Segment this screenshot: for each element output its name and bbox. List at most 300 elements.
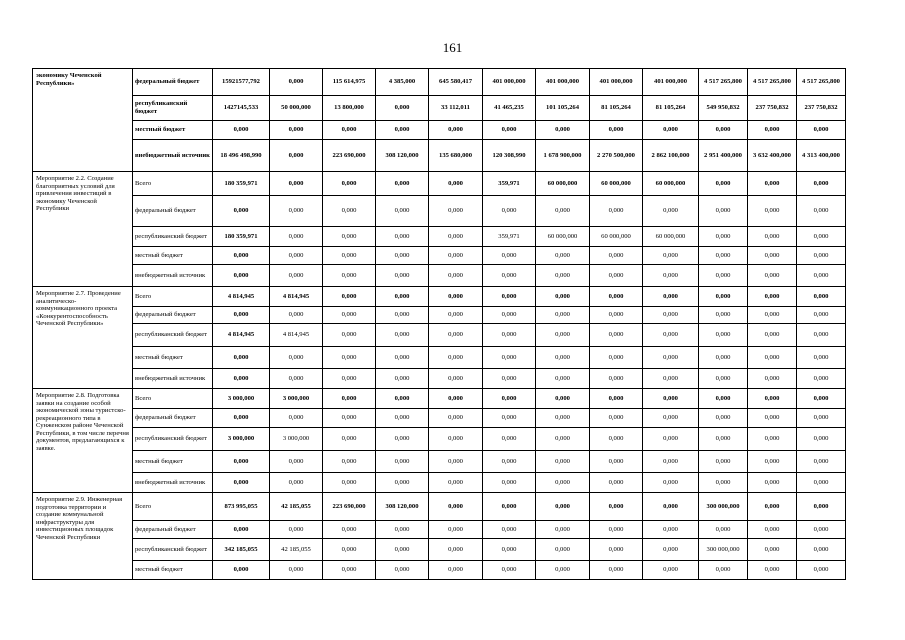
amount-cell: 549 950,832: [699, 96, 748, 121]
amount-cell: 0,000: [536, 451, 590, 473]
amount-cell: 0,000: [429, 409, 483, 428]
amount-cell: 0,000: [429, 265, 483, 287]
amount-cell: 0,000: [376, 121, 429, 140]
amount-cell: 0,000: [643, 347, 699, 369]
amount-cell: 0,000: [429, 451, 483, 473]
amount-cell: 0,000: [699, 561, 748, 580]
amount-cell: 0,000: [699, 121, 748, 140]
amount-cell: 2 951 400,000: [699, 140, 748, 172]
amount-cell: 0,000: [536, 324, 590, 347]
amount-cell: 0,000: [429, 347, 483, 369]
amount-cell: 0,000: [748, 451, 797, 473]
amount-cell: 0,000: [270, 247, 323, 265]
amount-cell: 0,000: [797, 247, 846, 265]
amount-cell: 0,000: [590, 196, 643, 227]
amount-cell: 0,000: [483, 347, 536, 369]
amount-cell: 0,000: [323, 473, 376, 493]
amount-cell: 0,000: [699, 196, 748, 227]
funding-source: федеральный бюджет: [133, 409, 213, 428]
amount-cell: 0,000: [483, 561, 536, 580]
amount-cell: 0,000: [699, 428, 748, 451]
funding-source: республиканский бюджет: [133, 96, 213, 121]
amount-cell: 0,000: [643, 493, 699, 521]
funding-source: Всего: [133, 287, 213, 307]
amount-cell: 0,000: [323, 265, 376, 287]
amount-cell: 0,000: [270, 172, 323, 196]
amount-cell: 42 185,055: [270, 493, 323, 521]
table-row: [33, 369, 846, 389]
measure-label: Мероприятие 2.8. Подготовка заявки на создание особой экономической зоны туристско-рекреационного типа в Сунженском районе Чеченской Республики, в том числе перечня документов, предлагающихся к заявке.: [33, 389, 133, 493]
amount-cell: 223 690,000: [323, 140, 376, 172]
amount-cell: 0,000: [536, 121, 590, 140]
amount-cell: 0,000: [536, 389, 590, 409]
amount-cell: 0,000: [270, 227, 323, 247]
table-row: [33, 493, 846, 521]
table-row: [33, 428, 846, 451]
amount-cell: 0,000: [376, 227, 429, 247]
amount-cell: 0,000: [323, 347, 376, 369]
amount-cell: 13 800,000: [323, 96, 376, 121]
amount-cell: 101 105,264: [536, 96, 590, 121]
amount-cell: 0,000: [536, 265, 590, 287]
amount-cell: 0,000: [748, 265, 797, 287]
amount-cell: 3 000,000: [213, 389, 270, 409]
amount-cell: 0,000: [536, 521, 590, 539]
amount-cell: 1 678 900,000: [536, 140, 590, 172]
amount-cell: 0,000: [536, 561, 590, 580]
amount-cell: 0,000: [748, 389, 797, 409]
amount-cell: 0,000: [323, 539, 376, 561]
amount-cell: 0,000: [797, 324, 846, 347]
amount-cell: 0,000: [536, 428, 590, 451]
funding-source: местный бюджет: [133, 451, 213, 473]
amount-cell: 0,000: [376, 521, 429, 539]
amount-cell: 180 359,971: [213, 172, 270, 196]
amount-cell: 0,000: [590, 347, 643, 369]
funding-source: Всего: [133, 172, 213, 196]
amount-cell: 81 105,264: [590, 96, 643, 121]
amount-cell: 0,000: [429, 561, 483, 580]
funding-source: внебюджетный источник: [133, 473, 213, 493]
amount-cell: 60 000,000: [590, 172, 643, 196]
amount-cell: 0,000: [536, 409, 590, 428]
amount-cell: 4 517 265,800: [748, 69, 797, 96]
amount-cell: 0,000: [748, 473, 797, 493]
amount-cell: 0,000: [748, 172, 797, 196]
amount-cell: 0,000: [213, 307, 270, 324]
amount-cell: 0,000: [699, 307, 748, 324]
amount-cell: 0,000: [590, 409, 643, 428]
measure-label: экономику Чеченской Республики»: [33, 69, 133, 172]
amount-cell: 3 000,000: [213, 428, 270, 451]
amount-cell: 0,000: [429, 172, 483, 196]
table-row: [33, 389, 846, 409]
amount-cell: 0,000: [323, 521, 376, 539]
funding-source: внебюджетный источник: [133, 140, 213, 172]
amount-cell: 0,000: [429, 121, 483, 140]
funding-source: федеральный бюджет: [133, 307, 213, 324]
amount-cell: 0,000: [483, 196, 536, 227]
amount-cell: 401 000,000: [536, 69, 590, 96]
amount-cell: 2 270 500,000: [590, 140, 643, 172]
amount-cell: 4 814,945: [270, 324, 323, 347]
amount-cell: 0,000: [699, 521, 748, 539]
amount-cell: 0,000: [590, 493, 643, 521]
amount-cell: 0,000: [270, 69, 323, 96]
amount-cell: 4 385,000: [376, 69, 429, 96]
amount-cell: 0,000: [429, 196, 483, 227]
amount-cell: 0,000: [483, 324, 536, 347]
funding-source: республиканский бюджет: [133, 428, 213, 451]
amount-cell: 0,000: [483, 493, 536, 521]
amount-cell: 0,000: [270, 121, 323, 140]
amount-cell: 33 112,011: [429, 96, 483, 121]
table-row: [33, 121, 846, 140]
amount-cell: 342 185,055: [213, 539, 270, 561]
amount-cell: 0,000: [643, 473, 699, 493]
amount-cell: 0,000: [797, 196, 846, 227]
amount-cell: 0,000: [797, 561, 846, 580]
amount-cell: 0,000: [429, 369, 483, 389]
table-row: [33, 265, 846, 287]
amount-cell: 0,000: [323, 369, 376, 389]
amount-cell: 0,000: [643, 451, 699, 473]
amount-cell: 0,000: [590, 369, 643, 389]
amount-cell: 0,000: [590, 287, 643, 307]
amount-cell: 0,000: [797, 369, 846, 389]
amount-cell: 0,000: [536, 493, 590, 521]
page-number: 161: [442, 40, 463, 55]
amount-cell: 0,000: [270, 265, 323, 287]
amount-cell: 135 680,000: [429, 140, 483, 172]
amount-cell: 1427145,533: [213, 96, 270, 121]
amount-cell: 0,000: [213, 121, 270, 140]
amount-cell: 0,000: [376, 369, 429, 389]
amount-cell: 0,000: [643, 561, 699, 580]
amount-cell: 81 105,264: [643, 96, 699, 121]
amount-cell: 0,000: [699, 473, 748, 493]
amount-cell: 0,000: [213, 196, 270, 227]
amount-cell: 0,000: [797, 409, 846, 428]
amount-cell: 60 000,000: [590, 227, 643, 247]
table-row: [33, 324, 846, 347]
amount-cell: 0,000: [429, 473, 483, 493]
amount-cell: 0,000: [797, 521, 846, 539]
amount-cell: 308 120,000: [376, 493, 429, 521]
amount-cell: 0,000: [270, 307, 323, 324]
amount-cell: 0,000: [323, 324, 376, 347]
amount-cell: 15921577,792: [213, 69, 270, 96]
amount-cell: 0,000: [376, 539, 429, 561]
amount-cell: 0,000: [270, 521, 323, 539]
amount-cell: 0,000: [699, 247, 748, 265]
amount-cell: 0,000: [748, 539, 797, 561]
amount-cell: 3 000,000: [270, 428, 323, 451]
amount-cell: 0,000: [748, 428, 797, 451]
amount-cell: 18 496 498,990: [213, 140, 270, 172]
amount-cell: 0,000: [429, 324, 483, 347]
amount-cell: 0,000: [429, 493, 483, 521]
funding-source: федеральный бюджет: [133, 196, 213, 227]
amount-cell: 0,000: [376, 196, 429, 227]
amount-cell: 0,000: [483, 307, 536, 324]
funding-source: Всего: [133, 389, 213, 409]
amount-cell: 120 308,990: [483, 140, 536, 172]
amount-cell: 42 185,055: [270, 539, 323, 561]
table-row: [33, 561, 846, 580]
amount-cell: 2 862 100,000: [643, 140, 699, 172]
amount-cell: 0,000: [748, 561, 797, 580]
amount-cell: 0,000: [376, 389, 429, 409]
amount-cell: 0,000: [699, 347, 748, 369]
amount-cell: 0,000: [376, 451, 429, 473]
table-row: [33, 451, 846, 473]
amount-cell: 0,000: [376, 307, 429, 324]
amount-cell: 0,000: [483, 428, 536, 451]
amount-cell: 0,000: [376, 473, 429, 493]
amount-cell: 300 000,000: [699, 539, 748, 561]
amount-cell: 0,000: [699, 172, 748, 196]
amount-cell: 180 359,971: [213, 227, 270, 247]
amount-cell: 0,000: [643, 369, 699, 389]
funding-source: федеральный бюджет: [133, 521, 213, 539]
amount-cell: 0,000: [213, 409, 270, 428]
amount-cell: 0,000: [590, 451, 643, 473]
funding-source: местный бюджет: [133, 561, 213, 580]
amount-cell: 4 313 400,000: [797, 140, 846, 172]
amount-cell: 0,000: [643, 428, 699, 451]
amount-cell: 0,000: [699, 227, 748, 247]
table-row: [33, 96, 846, 121]
table-row: [33, 307, 846, 324]
amount-cell: 0,000: [376, 247, 429, 265]
amount-cell: 0,000: [748, 307, 797, 324]
amount-cell: 0,000: [323, 561, 376, 580]
funding-source: местный бюджет: [133, 247, 213, 265]
amount-cell: 0,000: [590, 389, 643, 409]
amount-cell: 0,000: [213, 561, 270, 580]
amount-cell: 0,000: [213, 347, 270, 369]
amount-cell: 0,000: [590, 428, 643, 451]
amount-cell: 308 120,000: [376, 140, 429, 172]
table-row: [33, 473, 846, 493]
amount-cell: 873 995,055: [213, 493, 270, 521]
amount-cell: 0,000: [643, 247, 699, 265]
amount-cell: 0,000: [536, 369, 590, 389]
amount-cell: 0,000: [643, 409, 699, 428]
funding-source: внебюджетный источник: [133, 265, 213, 287]
amount-cell: 0,000: [483, 121, 536, 140]
amount-cell: 0,000: [748, 347, 797, 369]
amount-cell: 0,000: [797, 265, 846, 287]
amount-cell: 0,000: [323, 389, 376, 409]
table-row: [33, 521, 846, 539]
amount-cell: 50 000,000: [270, 96, 323, 121]
amount-cell: 0,000: [699, 409, 748, 428]
amount-cell: 4 814,945: [270, 287, 323, 307]
amount-cell: 300 000,000: [699, 493, 748, 521]
amount-cell: 0,000: [323, 227, 376, 247]
amount-cell: 0,000: [483, 539, 536, 561]
amount-cell: 60 000,000: [643, 227, 699, 247]
amount-cell: 0,000: [376, 561, 429, 580]
amount-cell: 0,000: [643, 196, 699, 227]
funding-source: федеральный бюджет: [133, 69, 213, 96]
amount-cell: 0,000: [748, 493, 797, 521]
amount-cell: 0,000: [748, 324, 797, 347]
amount-cell: 0,000: [270, 369, 323, 389]
amount-cell: 0,000: [748, 227, 797, 247]
amount-cell: 401 000,000: [590, 69, 643, 96]
amount-cell: 0,000: [429, 247, 483, 265]
amount-cell: 0,000: [748, 196, 797, 227]
amount-cell: 0,000: [213, 369, 270, 389]
amount-cell: 0,000: [797, 428, 846, 451]
amount-cell: 3 000,000: [270, 389, 323, 409]
amount-cell: 0,000: [323, 172, 376, 196]
budget-table: [32, 68, 846, 580]
amount-cell: 0,000: [643, 389, 699, 409]
amount-cell: 0,000: [699, 369, 748, 389]
amount-cell: 0,000: [376, 347, 429, 369]
amount-cell: 0,000: [323, 428, 376, 451]
amount-cell: 0,000: [797, 172, 846, 196]
table-row: [33, 247, 846, 265]
amount-cell: 0,000: [376, 172, 429, 196]
amount-cell: 0,000: [643, 521, 699, 539]
amount-cell: 0,000: [797, 227, 846, 247]
amount-cell: 0,000: [323, 121, 376, 140]
amount-cell: 0,000: [590, 307, 643, 324]
amount-cell: 0,000: [270, 409, 323, 428]
amount-cell: 115 614,975: [323, 69, 376, 96]
funding-source: республиканский бюджет: [133, 539, 213, 561]
measure-label: Мероприятие 2.2. Создание благоприятных условий для привлечения инвестиций в экономику Чеченской Республики: [33, 172, 133, 287]
amount-cell: 0,000: [536, 247, 590, 265]
table-row: [33, 227, 846, 247]
amount-cell: 0,000: [323, 247, 376, 265]
table-row: [33, 347, 846, 369]
amount-cell: 4 814,945: [213, 324, 270, 347]
amount-cell: 0,000: [270, 140, 323, 172]
amount-cell: 0,000: [748, 247, 797, 265]
table-row: [33, 287, 846, 307]
amount-cell: 0,000: [797, 347, 846, 369]
amount-cell: 0,000: [699, 451, 748, 473]
table-row: [33, 409, 846, 428]
amount-cell: 0,000: [590, 247, 643, 265]
amount-cell: 0,000: [643, 121, 699, 140]
amount-cell: 359,971: [483, 227, 536, 247]
amount-cell: 0,000: [748, 409, 797, 428]
amount-cell: 0,000: [797, 307, 846, 324]
amount-cell: 0,000: [483, 451, 536, 473]
amount-cell: 0,000: [699, 324, 748, 347]
funding-source: республиканский бюджет: [133, 227, 213, 247]
measure-label: Мероприятие 2.9. Инженерная подготовка территории и создание коммунальной инфраструктуры для инвестиционных площадок Чеченской Республики: [33, 493, 133, 580]
amount-cell: 0,000: [213, 521, 270, 539]
amount-cell: 0,000: [323, 287, 376, 307]
amount-cell: 0,000: [536, 307, 590, 324]
amount-cell: 0,000: [590, 473, 643, 493]
amount-cell: 0,000: [429, 307, 483, 324]
amount-cell: 0,000: [536, 539, 590, 561]
amount-cell: 0,000: [323, 196, 376, 227]
amount-cell: 60 000,000: [536, 227, 590, 247]
amount-cell: 0,000: [797, 389, 846, 409]
amount-cell: 0,000: [590, 561, 643, 580]
amount-cell: 0,000: [376, 265, 429, 287]
amount-cell: 0,000: [270, 451, 323, 473]
amount-cell: 359,971: [483, 172, 536, 196]
amount-cell: 0,000: [536, 287, 590, 307]
amount-cell: 0,000: [797, 473, 846, 493]
amount-cell: 401 000,000: [643, 69, 699, 96]
amount-cell: 4 517 265,800: [797, 69, 846, 96]
funding-source: Всего: [133, 493, 213, 521]
amount-cell: 0,000: [748, 287, 797, 307]
table-row: [33, 140, 846, 172]
amount-cell: 0,000: [483, 409, 536, 428]
amount-cell: 0,000: [213, 265, 270, 287]
amount-cell: 237 750,832: [748, 96, 797, 121]
amount-cell: 0,000: [590, 324, 643, 347]
amount-cell: 0,000: [797, 121, 846, 140]
table-row: [33, 539, 846, 561]
table-row: [33, 196, 846, 227]
table-row: [33, 69, 846, 96]
amount-cell: 223 690,000: [323, 493, 376, 521]
amount-cell: 0,000: [323, 451, 376, 473]
amount-cell: 0,000: [699, 265, 748, 287]
amount-cell: 0,000: [699, 389, 748, 409]
amount-cell: 0,000: [270, 561, 323, 580]
amount-cell: 3 632 400,000: [748, 140, 797, 172]
amount-cell: 0,000: [797, 451, 846, 473]
amount-cell: 0,000: [590, 521, 643, 539]
amount-cell: 60 000,000: [643, 172, 699, 196]
amount-cell: 4 517 265,800: [699, 69, 748, 96]
table-row: [33, 172, 846, 196]
amount-cell: 0,000: [643, 265, 699, 287]
funding-source: местный бюджет: [133, 121, 213, 140]
amount-cell: 0,000: [536, 196, 590, 227]
amount-cell: 60 000,000: [536, 172, 590, 196]
amount-cell: 0,000: [483, 287, 536, 307]
amount-cell: 401 000,000: [483, 69, 536, 96]
amount-cell: 0,000: [483, 521, 536, 539]
amount-cell: 0,000: [699, 287, 748, 307]
amount-cell: 0,000: [483, 473, 536, 493]
amount-cell: 0,000: [376, 428, 429, 451]
amount-cell: 0,000: [213, 247, 270, 265]
amount-cell: 4 814,945: [213, 287, 270, 307]
amount-cell: 0,000: [376, 287, 429, 307]
amount-cell: 0,000: [376, 96, 429, 121]
amount-cell: 0,000: [643, 539, 699, 561]
amount-cell: 0,000: [429, 428, 483, 451]
amount-cell: 0,000: [643, 307, 699, 324]
funding-source: внебюджетный источник: [133, 369, 213, 389]
funding-source: местный бюджет: [133, 347, 213, 369]
amount-cell: 0,000: [590, 121, 643, 140]
amount-cell: 0,000: [213, 473, 270, 493]
amount-cell: 0,000: [270, 347, 323, 369]
funding-source: республиканский бюджет: [133, 324, 213, 347]
amount-cell: 0,000: [643, 287, 699, 307]
amount-cell: 0,000: [429, 521, 483, 539]
amount-cell: 0,000: [429, 539, 483, 561]
